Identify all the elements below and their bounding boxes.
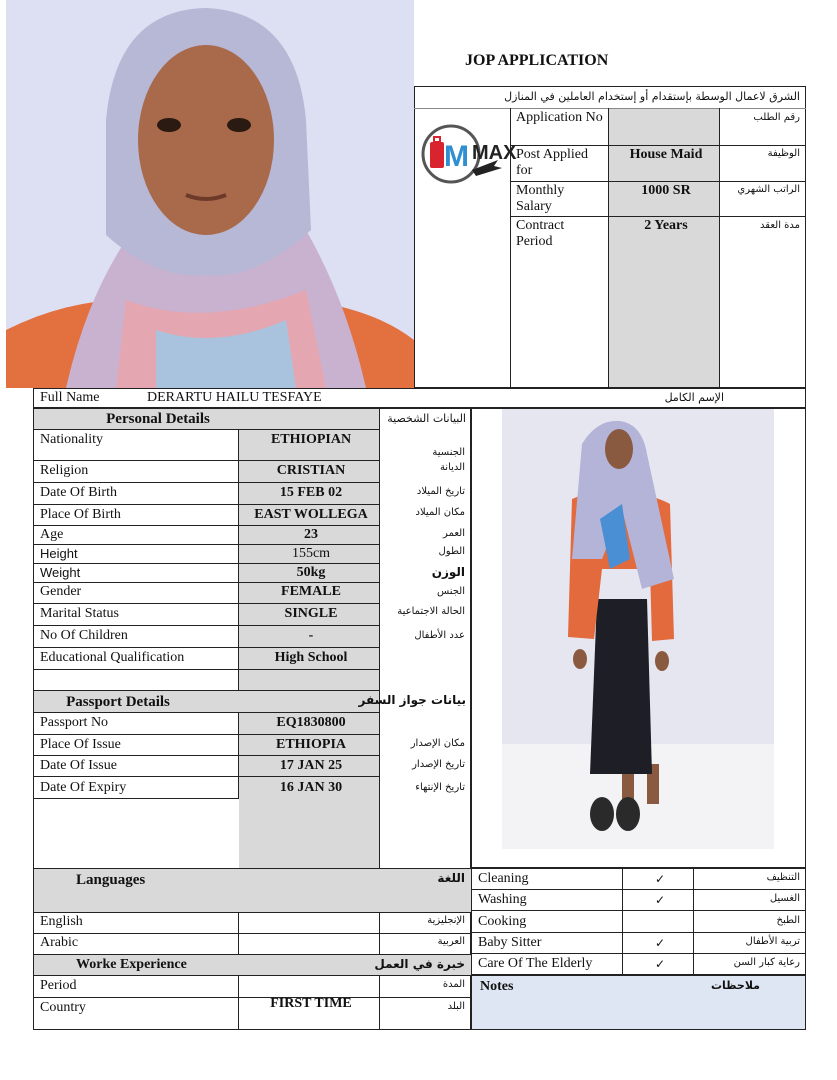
skill-babysitter-label-ar: تربية الأطفال [745,936,800,947]
experience-heading-ar: خبرة في العمل [374,957,465,971]
languages-heading-ar: اللغة [437,871,465,885]
contract-period-label-ar: مدة العقد [760,220,800,231]
weight-value: 50kg [296,565,326,580]
weight-label: Weight [40,565,81,580]
children-label-ar: عدد الأطفال [414,630,465,641]
marital-status-label-ar: الحالة الاجتماعية [397,606,465,617]
post-applied-label: Post Applied for [516,147,588,178]
gender-label: Gender [40,584,82,599]
gender-label-ar: الجنس [436,586,465,597]
skill-washing-label: Washing [478,892,527,907]
portrait-photo [6,0,414,388]
date-of-expiry-value: 16 JAN 30 [279,780,343,795]
nationality-label: Nationality [40,432,103,447]
weight-label-ar: الوزن [431,565,465,579]
place-of-birth-value: EAST WOLLEGA [254,507,368,522]
nationality-label-ar: الجنسية [432,447,465,458]
skill-elderly-label: Care Of The Elderly [478,956,593,971]
arabic-label-ar: العربية [437,936,465,947]
monthly-salary-label-ar: الراتب الشهري [737,184,800,195]
full-name-label-ar: الإسم الكامل [664,391,724,404]
date-of-expiry-label-ar: تاريخ الإنتهاء [415,782,465,793]
education-value: High School [274,650,348,665]
height-value: 155cm [291,546,331,561]
date-of-issue-label: Date Of Issue [40,758,117,773]
skill-cleaning-check: ✓ [654,872,666,886]
children-value: - [308,628,314,643]
passport-no-label: Passport No [40,715,109,730]
application-no-label: Application No [516,110,603,125]
post-applied-label-ar: الوظيفة [767,148,800,159]
country-label: Country [40,1000,86,1015]
height-label-ar: الطول [438,546,465,557]
education-label: Educational Qualification [40,650,185,665]
contract-period-value: 2 Years [644,218,688,233]
languages-heading: Languages [76,872,146,888]
contract-period-label: Contract Period [516,218,565,249]
page-title: JOP APPLICATION [465,52,609,69]
logo-text: MAX [472,142,517,164]
country-value: FIRST TIME [270,996,352,1011]
country-label-ar: البلد [447,1001,465,1012]
marital-status-label: Marital Status [40,606,119,621]
date-of-issue-label-ar: تاريخ الإصدار [412,759,465,770]
passport-details-heading: Passport Details [66,694,170,710]
passport-no-value: EQ1830800 [276,715,346,730]
age-label-ar: العمر [443,528,465,539]
period-label-ar: المدة [442,979,465,990]
place-of-birth-label-ar: مكان الميلاد [415,507,465,518]
date-of-birth-value: 15 FEB 02 [279,485,343,500]
children-label: No Of Children [40,628,128,643]
religion-label: Religion [40,463,89,478]
date-of-expiry-label: Date Of Expiry [40,780,127,795]
skill-cleaning-label-ar: التنظيف [766,872,800,883]
gender-value: FEMALE [281,584,341,599]
full-body-photo [502,409,774,849]
religion-label-ar: الديانة [439,462,465,473]
skill-cooking-label-ar: الطبخ [776,915,800,926]
english-label: English [40,914,83,929]
experience-heading: Worke Experience [76,957,187,972]
skill-cooking-label: Cooking [478,914,527,929]
skill-babysitter-label: Baby Sitter [478,935,542,950]
passport-details-heading-ar: بيانات جواز السفر [358,693,466,707]
monthly-salary-value: 1000 SR [641,183,691,198]
place-of-issue-label-ar: مكان الإصدار [410,738,465,749]
height-label: Height [40,546,78,561]
skill-elderly-check: ✓ [654,957,666,971]
full-name-label: Full Name [40,390,100,405]
place-of-issue-label: Place Of Issue [40,737,121,752]
place-of-birth-label: Place Of Birth [40,507,121,522]
period-label: Period [40,978,77,993]
personal-details-heading: Personal Details [106,411,210,427]
notes-label: Notes [480,979,514,994]
post-applied-value: House Maid [629,147,703,162]
skill-washing-check: ✓ [654,893,666,907]
skill-elderly-label-ar: رعاية كبار السن [733,957,800,968]
full-name-value: DERARTU HAILU TESFAYE [147,390,322,405]
monthly-salary-label: Monthly Salary [516,183,565,214]
nationality-value: ETHIOPIAN [270,432,352,447]
place-of-issue-value: ETHIOPIA [275,737,346,752]
notes-label-ar: ملاحظات [711,979,760,992]
application-no-label-ar: رقم الطلب [753,112,800,123]
date-of-issue-value: 17 JAN 25 [279,758,343,773]
skill-washing-label-ar: الغسيل [769,893,800,904]
svg-text:M: M [444,140,469,173]
date-of-birth-label-ar: تاريخ الميلاد [416,486,465,497]
english-label-ar: الإنجليزية [427,915,465,926]
personal-details-heading-ar: البيانات الشخصية [387,412,466,425]
religion-value: CRISTIAN [276,463,346,478]
marital-status-value: SINGLE [284,606,338,621]
age-value: 23 [304,527,318,542]
arabic-label: Arabic [40,935,79,950]
skill-babysitter-check: ✓ [654,936,666,950]
date-of-birth-label: Date Of Birth [40,485,117,500]
age-label: Age [40,527,64,542]
skill-cleaning-label: Cleaning [478,871,529,886]
agency-name-arabic: الشرق لاعمال الوسطة بإستقدام أو إستخدام العاملين في المنازل [504,90,800,103]
